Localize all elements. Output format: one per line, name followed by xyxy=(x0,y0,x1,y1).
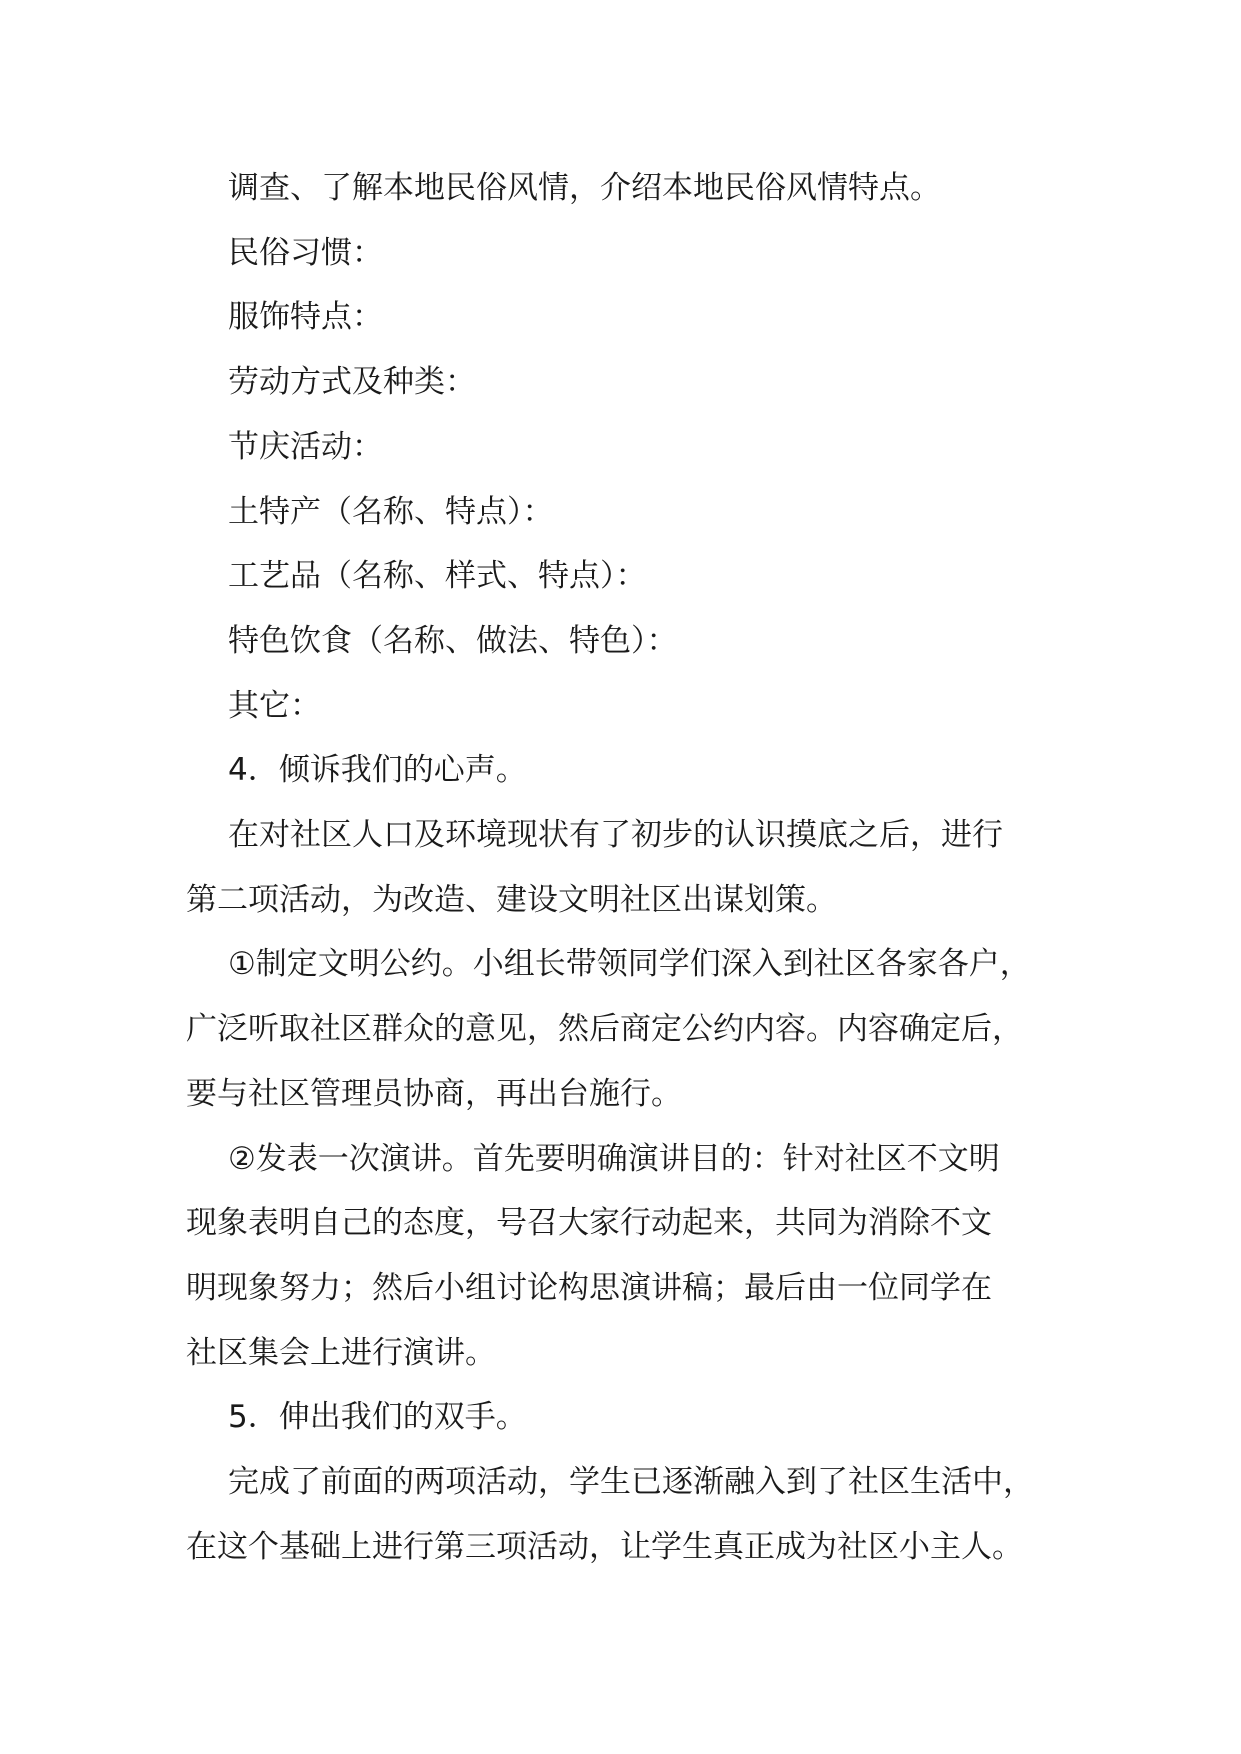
text-line: ②发表一次演讲。首先要明确演讲目的：针对社区不文明 xyxy=(228,1140,1000,1177)
paragraph-speech xyxy=(186,1127,1066,1386)
text-line: 第二项活动，为改造、建设文明社区出谋划策。 xyxy=(186,881,837,918)
text-line: 节庆活动： xyxy=(228,428,383,465)
paragraph-civility-pact xyxy=(186,932,1066,1126)
text-line: 其它： xyxy=(228,687,321,724)
paragraph-festivals xyxy=(186,415,1066,480)
paragraph-labor xyxy=(186,350,1066,415)
heading-section-5 xyxy=(186,1385,1066,1450)
text-line: 4．倾诉我们的心声。 xyxy=(228,752,527,789)
text-line: 社区集会上进行演讲。 xyxy=(186,1334,496,1371)
paragraph-folk-customs xyxy=(186,221,1066,286)
text-line: 土特产（名称、特点）： xyxy=(228,493,554,530)
paragraph-food xyxy=(186,609,1066,674)
paragraph-other xyxy=(186,674,1066,739)
text-line: 要与社区管理员协商，再出台施行。 xyxy=(186,1075,682,1112)
heading-section-4 xyxy=(186,738,1066,803)
paragraph-clothing xyxy=(186,285,1066,350)
text-line: 明现象努力；然后小组讨论构思演讲稿；最后由一位同学在 xyxy=(186,1269,992,1306)
text-line: 特色饮食（名称、做法、特色）： xyxy=(228,622,678,659)
text-line: 现象表明自己的态度，号召大家行动起来，共同为消除不文 xyxy=(186,1205,992,1242)
text-line: 广泛听取社区群众的意见，然后商定公约内容。内容确定后， xyxy=(186,1011,1023,1048)
text-line: 完成了前面的两项活动，学生已逐渐融入到了社区生活中， xyxy=(228,1464,1034,1501)
paragraph-crafts xyxy=(186,544,1066,609)
text-line: 服饰特点： xyxy=(228,299,383,336)
paragraph-second-activity xyxy=(186,803,1066,932)
text-line: 民俗习惯： xyxy=(228,234,383,271)
text-line: 工艺品（名称、样式、特点）： xyxy=(228,558,647,595)
text-line: 5．伸出我们的双手。 xyxy=(228,1399,527,1436)
document-body xyxy=(186,156,1066,1579)
text-line: 调查、了解本地民俗风情，介绍本地民俗风情特点。 xyxy=(228,170,941,206)
paragraph-local-products xyxy=(186,480,1066,545)
text-line: 在这个基础上进行第三项活动，让学生真正成为社区小主人。 xyxy=(186,1528,1023,1565)
text-line: ①制定文明公约。小组长带领同学们深入到社区各家各户， xyxy=(228,946,1031,983)
text-line: 劳动方式及种类： xyxy=(228,364,476,401)
paragraph-survey-intro xyxy=(186,156,1066,221)
text-line: 在对社区人口及环境现状有了初步的认识摸底之后，进行 xyxy=(228,817,1003,854)
paragraph-third-activity xyxy=(186,1450,1066,1579)
